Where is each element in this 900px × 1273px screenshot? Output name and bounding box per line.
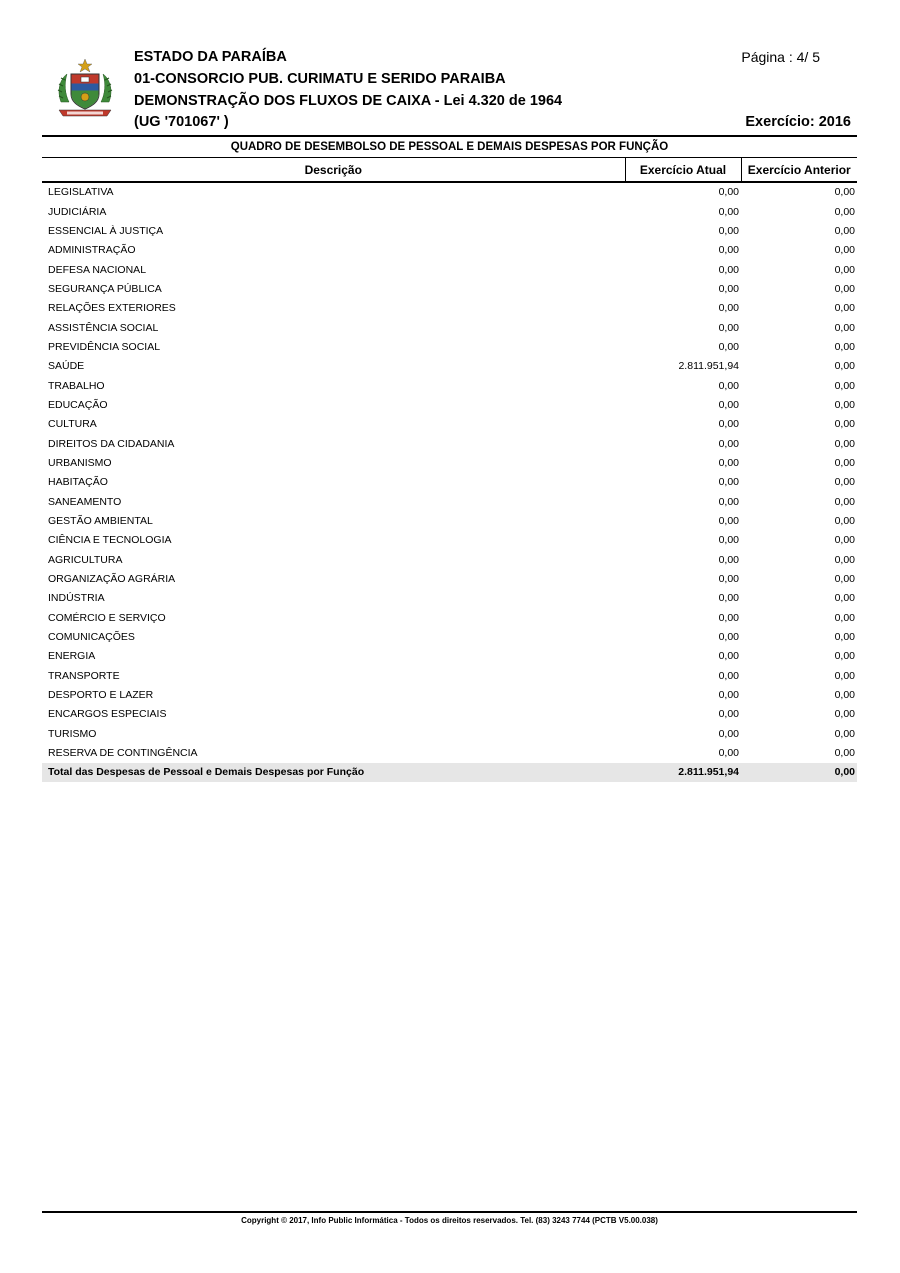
row-previous-value: 0,00 (834, 534, 855, 547)
row-description: AGRICULTURA (48, 553, 123, 566)
row-current-value: 0,00 (718, 456, 739, 469)
row-description: TRANSPORTE (48, 669, 120, 682)
row-current-value: 0,00 (718, 669, 739, 682)
row-description: PREVIDÊNCIA SOCIAL (48, 340, 161, 353)
section-title: QUADRO DE DESEMBOLSO DE PESSOAL E DEMAIS DESPESAS POR FUNÇÃO (230, 141, 669, 153)
row-current-value: 0,00 (718, 437, 739, 450)
row-description: TURISMO (48, 727, 97, 740)
row-previous-value: 0,00 (834, 398, 855, 411)
row-description: COMÉRCIO E SERVIÇO (48, 611, 166, 624)
table-header-row (42, 158, 857, 183)
row-description: RELAÇÕES EXTERIORES (48, 302, 176, 315)
row-current-value: 0,00 (718, 573, 739, 586)
table-row (42, 318, 857, 337)
row-previous-value: 0,00 (834, 205, 855, 218)
row-current-value: 0,00 (718, 418, 739, 431)
row-description: RESERVA DE CONTINGÊNCIA (48, 747, 198, 760)
row-previous-value: 0,00 (834, 437, 855, 450)
table-row (42, 415, 857, 434)
row-current-value: 0,00 (718, 631, 739, 644)
row-description: SEGURANÇA PÚBLICA (48, 282, 162, 295)
state-coat-of-arms (55, 58, 115, 120)
copyright-footer: Copyright © 2017, Info Public Informática - Todos os direitos reservados. Tel. (83) 3243 7744 (PCTB V5.00.038) (241, 1216, 658, 1225)
row-description: ORGANIZAÇÃO AGRÁRIA (48, 573, 176, 586)
table-row (42, 512, 857, 531)
row-description: GESTÃO AMBIENTAL (48, 515, 153, 528)
table-row (42, 182, 857, 202)
row-current-value: 0,00 (718, 592, 739, 605)
row-description: ENCARGOS ESPECIAIS (48, 708, 167, 721)
row-description: ASSISTÊNCIA SOCIAL (48, 321, 159, 334)
row-current-value: 0,00 (718, 244, 739, 257)
row-description: CIÊNCIA E TECNOLOGIA (48, 534, 172, 547)
row-previous-value: 0,00 (834, 340, 855, 353)
row-current-value: 0,00 (718, 650, 739, 663)
row-current-value: 0,00 (718, 534, 739, 547)
row-current-value: 2.811.951,94 (678, 360, 739, 373)
column-header-current-year: Exercício Atual (625, 158, 741, 183)
row-current-value: 0,00 (718, 282, 739, 295)
row-description: SAÚDE (48, 360, 85, 373)
table-row (42, 570, 857, 589)
row-previous-value: 0,00 (834, 224, 855, 237)
row-previous-value: 0,00 (834, 669, 855, 682)
row-description: DEFESA NACIONAL (48, 263, 147, 276)
row-previous-value: 0,00 (834, 689, 855, 702)
row-previous-value: 0,00 (834, 573, 855, 586)
row-previous-value: 0,00 (834, 302, 855, 315)
column-header-previous-year: Exercício Anterior (741, 158, 857, 183)
table-row (42, 222, 857, 241)
row-current-value: 0,00 (718, 224, 739, 237)
row-current-value: 0,00 (718, 476, 739, 489)
row-description: ENERGIA (48, 650, 96, 663)
table-row (42, 493, 857, 512)
table-row (42, 357, 857, 376)
column-header-description: Descrição (42, 158, 625, 183)
row-description: ESSENCIAL À JUSTIÇA (48, 224, 164, 237)
row-description: DIREITOS DA CIDADANIA (48, 437, 175, 450)
row-description: TRABALHO (48, 379, 105, 392)
row-description: COMUNICAÇÕES (48, 631, 135, 644)
table-row (42, 376, 857, 395)
table-row (42, 609, 857, 628)
table-row (42, 241, 857, 260)
row-previous-value: 0,00 (834, 727, 855, 740)
row-current-value: 0,00 (718, 708, 739, 721)
row-previous-value: 0,00 (834, 282, 855, 295)
row-current-value: 0,00 (718, 398, 739, 411)
row-current-value: 0,00 (718, 553, 739, 566)
table-row (42, 299, 857, 318)
footer-divider (42, 1211, 857, 1213)
table-row (42, 473, 857, 492)
table-row (42, 202, 857, 221)
row-current-value: 0,00 (718, 495, 739, 508)
row-previous-value: 0,00 (834, 495, 855, 508)
row-description: LEGISLATIVA (48, 186, 114, 199)
row-previous-value: 0,00 (834, 553, 855, 566)
row-current-value: 0,00 (718, 727, 739, 740)
row-previous-value: 0,00 (834, 244, 855, 257)
table-row (42, 647, 857, 666)
row-description: INDÚSTRIA (48, 592, 105, 605)
row-previous-value: 0,00 (834, 592, 855, 605)
row-previous-value: 0,00 (834, 456, 855, 469)
row-previous-value: 0,00 (834, 611, 855, 624)
row-previous-value: 0,00 (834, 263, 855, 276)
report-title: DEMONSTRAÇÃO DOS FLUXOS DE CAIXA - Lei 4.320 de 1964 (134, 93, 563, 109)
row-description: ADMINISTRAÇÃO (48, 244, 136, 257)
ug-code: (UG '701067' ) (134, 114, 229, 130)
row-current-value: 0,00 (718, 205, 739, 218)
row-description: HABITAÇÃO (48, 476, 108, 489)
table-row (42, 686, 857, 705)
total-previous-value: 0,00 (741, 763, 857, 782)
row-current-value: 0,00 (718, 747, 739, 760)
total-current-value: 2.811.951,94 (625, 763, 741, 782)
table-row (42, 628, 857, 647)
table-row (42, 260, 857, 279)
row-previous-value: 0,00 (834, 708, 855, 721)
entity-name: 01-CONSORCIO PUB. CURIMATU E SERIDO PARAIBA (134, 71, 506, 87)
row-current-value: 0,00 (718, 689, 739, 702)
table-row (42, 454, 857, 473)
row-previous-value: 0,00 (834, 476, 855, 489)
table-row (42, 434, 857, 453)
page-number: Página : 4/ 5 (741, 49, 820, 65)
row-description: JUDICIÁRIA (48, 205, 107, 218)
row-description: SANEAMENTO (48, 495, 122, 508)
table-row (42, 744, 857, 763)
row-description: URBANISMO (48, 456, 112, 469)
row-previous-value: 0,00 (834, 515, 855, 528)
row-current-value: 0,00 (718, 263, 739, 276)
header-divider (42, 135, 857, 137)
row-previous-value: 0,00 (834, 360, 855, 373)
row-previous-value: 0,00 (834, 379, 855, 392)
row-current-value: 0,00 (718, 515, 739, 528)
table-row (42, 396, 857, 415)
row-previous-value: 0,00 (834, 650, 855, 663)
table-row (42, 705, 857, 724)
row-description: DESPORTO E LAZER (48, 689, 154, 702)
row-current-value: 0,00 (718, 379, 739, 392)
expenses-by-function-table (42, 157, 857, 782)
state-name: ESTADO DA PARAÍBA (134, 49, 287, 65)
table-row (42, 531, 857, 550)
total-description: Total das Despesas de Pessoal e Demais Despesas por Função (42, 763, 625, 782)
row-previous-value: 0,00 (834, 418, 855, 431)
exercise-year: Exercício: 2016 (745, 114, 851, 130)
table-row (42, 589, 857, 608)
row-current-value: 0,00 (718, 321, 739, 334)
table-row (42, 725, 857, 744)
row-description: EDUCAÇÃO (48, 398, 108, 411)
row-previous-value: 0,00 (834, 631, 855, 644)
table-row (42, 551, 857, 570)
row-current-value: 0,00 (718, 302, 739, 315)
table-row (42, 338, 857, 357)
row-current-value: 0,00 (718, 340, 739, 353)
row-current-value: 0,00 (718, 186, 739, 199)
row-previous-value: 0,00 (834, 321, 855, 334)
table-total-row (42, 763, 857, 782)
row-current-value: 0,00 (718, 611, 739, 624)
row-previous-value: 0,00 (834, 747, 855, 760)
table-row (42, 667, 857, 686)
table-row (42, 280, 857, 299)
row-previous-value: 0,00 (834, 186, 855, 199)
row-description: CULTURA (48, 418, 97, 431)
